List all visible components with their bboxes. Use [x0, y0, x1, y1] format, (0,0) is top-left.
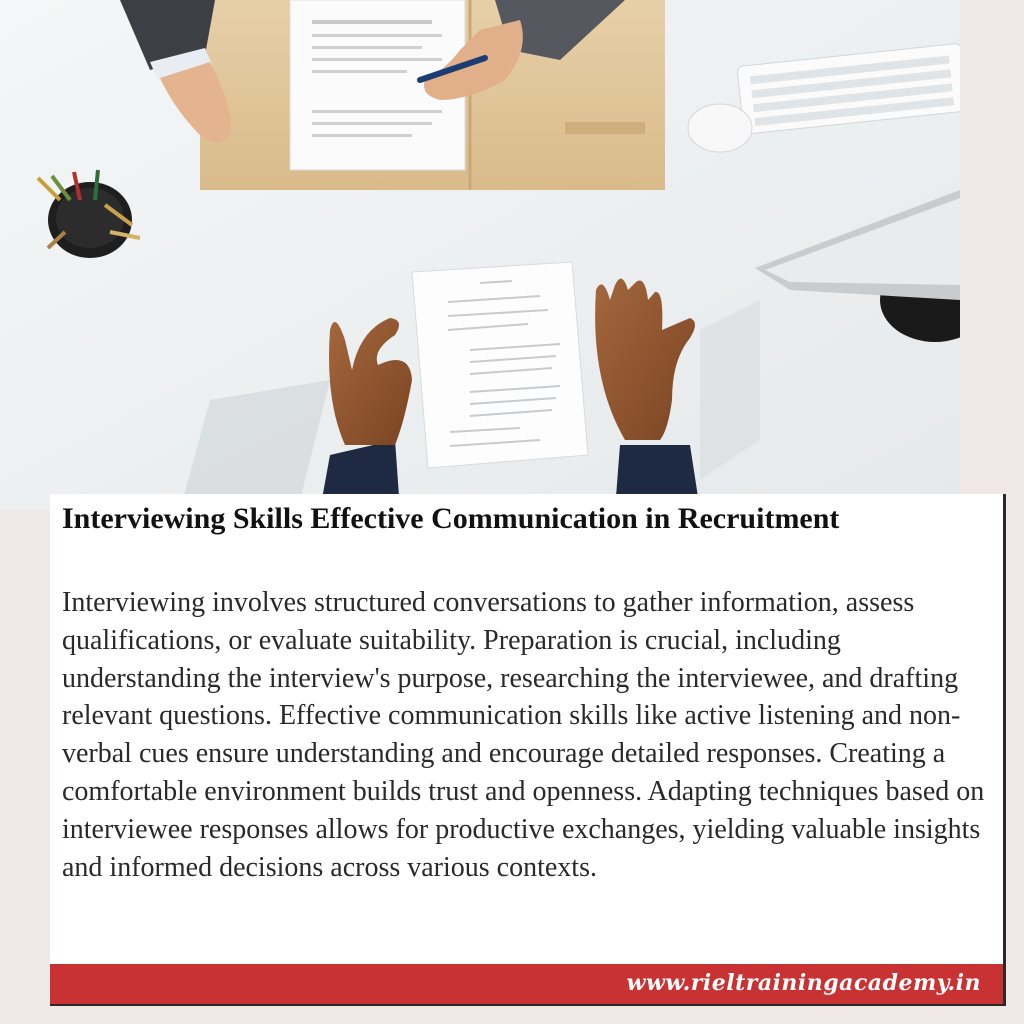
mouse	[688, 104, 752, 152]
resume-document	[412, 262, 588, 468]
article-card	[50, 494, 1006, 1006]
hero-photo	[0, 0, 960, 510]
article-body: Interviewing involves structured conversations to gather information, assess qualifications, or evaluate suitability. Preparation is crucial, including understanding the interview's purpose, researching the interviewee, and drafting relevant questions. Effective communication skills like active listening and non-verbal cues ensure understanding and encourage detailed responses. Creating a comfortable environment builds trust and openness. Adapting techniques based on interviewee responses allows for productive exchanges, yielding valuable insights and informed decisions across various contexts.	[62, 587, 985, 883]
footer-bar	[50, 964, 1003, 1004]
footer-website-url: www.rieltrainingacademy.in	[626, 970, 981, 996]
article-title: Interviewing Skills Effective Communication in Recruitment	[62, 502, 840, 535]
